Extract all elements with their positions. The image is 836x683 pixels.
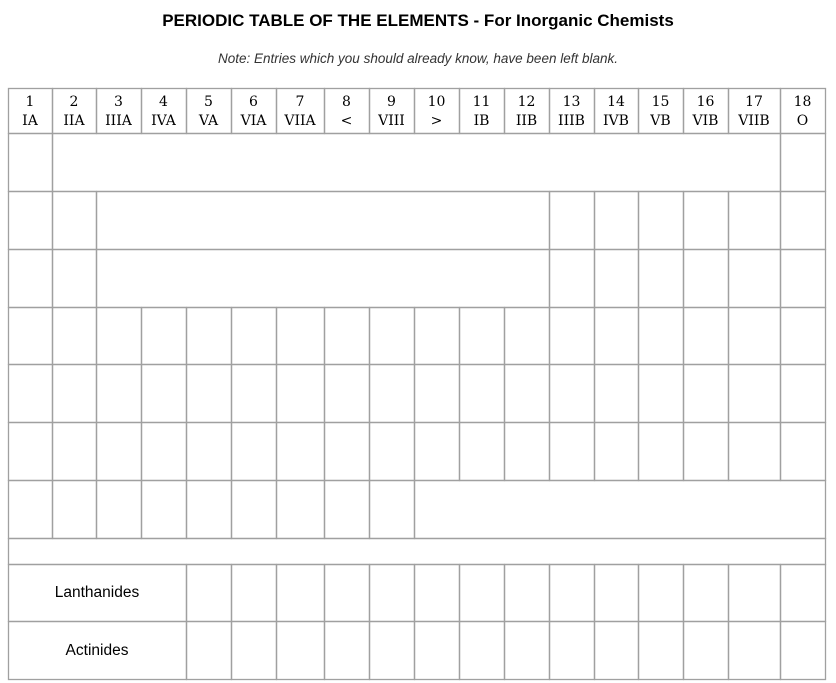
element-cell: [277, 622, 325, 680]
element-cell: [415, 565, 460, 622]
actinides-label: Actinides: [65, 642, 129, 659]
group-name: IIIB: [558, 113, 585, 129]
element-cell: [142, 481, 187, 539]
element-cell: [53, 250, 97, 308]
element-cell: [53, 481, 97, 539]
element-cell: [729, 250, 781, 308]
group-name: <: [340, 113, 353, 129]
element-cell: [325, 365, 370, 423]
group-number: 10: [427, 94, 446, 110]
element-cell: [505, 365, 550, 423]
element-cell: [277, 365, 325, 423]
element-cell: [595, 365, 639, 423]
group-name: IVA: [151, 113, 176, 129]
group-name: IVB: [603, 113, 629, 129]
element-cell: [505, 565, 550, 622]
element-cell: [277, 481, 325, 539]
element-cell: [729, 192, 781, 250]
element-cell: [370, 365, 415, 423]
blank-region: [97, 192, 550, 250]
element-cell: [187, 622, 232, 680]
element-cell: [595, 192, 639, 250]
element-cell: [684, 192, 729, 250]
element-cell: [595, 250, 639, 308]
element-cell: [370, 565, 415, 622]
element-cell: [729, 308, 781, 365]
element-cell: [277, 423, 325, 481]
group-number: 15: [651, 94, 670, 110]
element-cell: [9, 423, 53, 481]
element-cell: [639, 250, 684, 308]
blank-region: [415, 481, 826, 539]
element-cell: [639, 308, 684, 365]
group-name: IIIA: [105, 113, 132, 129]
element-cell: [97, 481, 142, 539]
element-cell: [505, 423, 550, 481]
element-cell: [277, 565, 325, 622]
element-cell: [550, 250, 595, 308]
group-name: IIA: [63, 113, 85, 129]
element-cell: [415, 423, 460, 481]
group-number: 5: [204, 94, 213, 110]
element-cell: [684, 250, 729, 308]
element-cell: [550, 423, 595, 481]
element-cell: [684, 622, 729, 680]
element-cell: [53, 308, 97, 365]
element-cell: [9, 365, 53, 423]
element-cell: [187, 365, 232, 423]
page-title: PERIODIC TABLE OF THE ELEMENTS - For Inorganic Chemists: [162, 11, 674, 30]
element-cell: [505, 622, 550, 680]
group-number: 4: [159, 94, 168, 110]
group-number: 14: [607, 94, 625, 110]
element-cell: [729, 622, 781, 680]
element-cell: [415, 365, 460, 423]
element-cell: [232, 565, 277, 622]
element-cell: [781, 134, 826, 192]
element-cell: [325, 481, 370, 539]
element-cell: [187, 481, 232, 539]
element-cell: [232, 622, 277, 680]
element-cell: [97, 365, 142, 423]
element-cell: [232, 423, 277, 481]
spacer-row: [9, 539, 826, 565]
element-cell: [505, 308, 550, 365]
element-cell: [729, 565, 781, 622]
group-name: VIIA: [284, 113, 316, 129]
element-cell: [460, 622, 505, 680]
element-cell: [370, 481, 415, 539]
group-number: 13: [562, 94, 581, 110]
group-name: VIA: [240, 113, 267, 129]
element-cell: [781, 622, 826, 680]
element-cell: [639, 365, 684, 423]
element-cell: [550, 192, 595, 250]
group-name: VIII: [378, 113, 405, 129]
element-cell: [639, 423, 684, 481]
element-cell: [639, 192, 684, 250]
element-cell: [550, 565, 595, 622]
element-cell: [9, 308, 53, 365]
group-number: 8: [342, 94, 351, 110]
element-cell: [53, 423, 97, 481]
element-cell: [460, 423, 505, 481]
element-cell: [232, 365, 277, 423]
group-number: 2: [69, 94, 79, 110]
element-cell: [97, 423, 142, 481]
element-cell: [53, 192, 97, 250]
group-name: VA: [198, 113, 219, 129]
element-cell: [415, 308, 460, 365]
group-name: IA: [22, 113, 38, 129]
element-cell: [684, 565, 729, 622]
element-cell: [460, 565, 505, 622]
element-cell: [684, 423, 729, 481]
group-number: 18: [793, 94, 812, 110]
group-name: IB: [473, 113, 490, 129]
element-cell: [142, 308, 187, 365]
element-cell: [187, 565, 232, 622]
element-cell: [370, 423, 415, 481]
element-cell: [639, 622, 684, 680]
element-cell: [781, 565, 826, 622]
element-cell: [781, 250, 826, 308]
group-name: IIB: [515, 113, 538, 129]
element-cell: [550, 365, 595, 423]
element-cell: [53, 365, 97, 423]
element-cell: [97, 308, 142, 365]
element-cell: [781, 365, 826, 423]
element-cell: [684, 308, 729, 365]
element-cell: [595, 308, 639, 365]
element-cell: [550, 622, 595, 680]
element-cell: [550, 308, 595, 365]
group-name: VB: [650, 113, 671, 129]
element-cell: [460, 308, 505, 365]
element-cell: [325, 423, 370, 481]
element-cell: [729, 365, 781, 423]
element-cell: [232, 308, 277, 365]
group-number: 9: [387, 94, 396, 110]
group-name: >: [430, 113, 443, 129]
element-cell: [370, 308, 415, 365]
element-cell: [9, 481, 53, 539]
group-number: 16: [696, 94, 715, 110]
element-cell: [187, 308, 232, 365]
element-cell: [9, 134, 53, 192]
element-cell: [781, 423, 826, 481]
group-name: O: [796, 113, 809, 129]
group-number: 12: [517, 94, 536, 110]
element-cell: [684, 365, 729, 423]
element-cell: [415, 622, 460, 680]
lanthanides-label: Lanthanides: [54, 584, 140, 601]
blank-region: [97, 250, 550, 308]
element-cell: [595, 622, 639, 680]
element-cell: [325, 622, 370, 680]
group-number: 1: [25, 94, 35, 110]
element-cell: [781, 192, 826, 250]
element-cell: [9, 250, 53, 308]
element-cell: [325, 308, 370, 365]
group-number: 3: [114, 94, 123, 110]
page-note: Note: Entries which you should already know, have been left blank.: [218, 51, 618, 66]
element-cell: [142, 365, 187, 423]
element-cell: [729, 423, 781, 481]
element-cell: [370, 622, 415, 680]
group-number: 11: [472, 94, 491, 110]
element-cell: [595, 423, 639, 481]
element-cell: [9, 192, 53, 250]
element-cell: [781, 308, 826, 365]
element-cell: [595, 565, 639, 622]
group-name: VIIB: [738, 113, 770, 129]
group-number: 6: [249, 94, 258, 110]
group-name: VIB: [692, 113, 719, 129]
element-cell: [142, 423, 187, 481]
group-number: 17: [745, 94, 763, 110]
blank-region: [53, 134, 781, 192]
element-cell: [639, 565, 684, 622]
element-cell: [460, 365, 505, 423]
element-cell: [325, 565, 370, 622]
element-cell: [232, 481, 277, 539]
element-cell: [187, 423, 232, 481]
group-number: 7: [295, 94, 305, 110]
element-cell: [277, 308, 325, 365]
